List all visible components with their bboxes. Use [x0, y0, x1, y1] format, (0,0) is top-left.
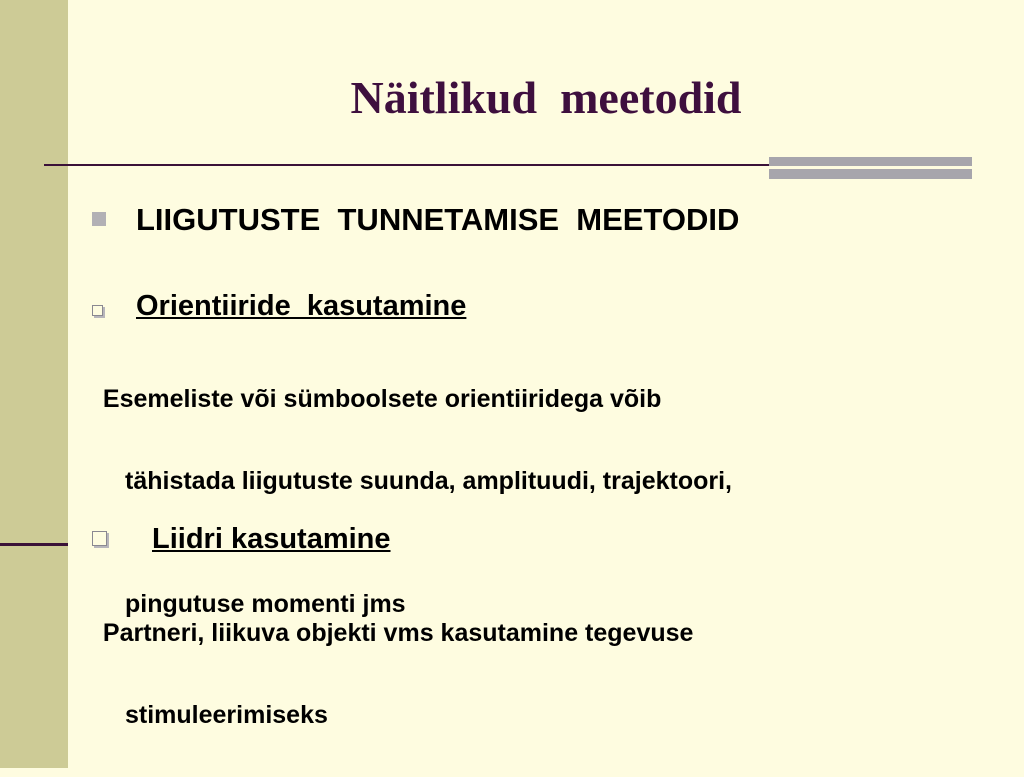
- subheading-orientiirid: Orientiiride kasutamine: [136, 290, 467, 322]
- paragraph-liider: [89, 572, 693, 777]
- paragraph-line: tähistada liigutuste suunda, amplituudi, trajektoori,: [125, 467, 733, 495]
- side-band-divider: [0, 543, 68, 546]
- hollow-square-bullet-icon: [92, 305, 103, 316]
- slide-title: Näitlikud meetodid: [350, 72, 742, 123]
- filled-square-bullet-icon: [92, 212, 106, 226]
- paragraph-line: pingutuse momenti jms: [125, 590, 406, 618]
- side-band: [0, 0, 68, 768]
- section-heading: LIIGUTUSTE TUNNETAMISE MEETODID: [136, 202, 740, 237]
- accent-bar: [769, 157, 972, 179]
- paragraph-line: Partneri, liikuva objekti vms kasutamine tegevuse: [102, 619, 694, 647]
- paragraph-line: Esemeliste või sümboolsete orientiiridega võib: [102, 385, 662, 413]
- title-underline: [44, 164, 769, 166]
- subheading-liider: Liidri kasutamine: [152, 523, 391, 555]
- hollow-square-bullet-icon: [92, 531, 107, 546]
- paragraph-line: stimuleerimiseks: [125, 701, 328, 729]
